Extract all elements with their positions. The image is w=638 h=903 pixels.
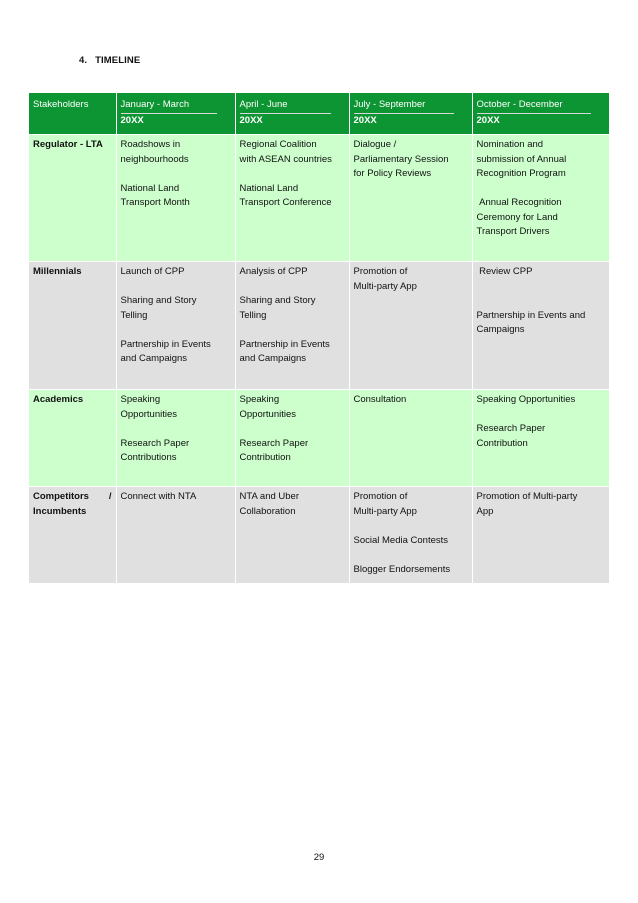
cell-line: Partnership in Events bbox=[239, 338, 330, 350]
cell-line: Transport Drivers bbox=[476, 226, 550, 237]
cell-line: Dialogue / bbox=[353, 139, 397, 150]
timeline-cell bbox=[472, 135, 609, 262]
cell-line: with ASEAN countries bbox=[239, 153, 332, 165]
cell-line: Social Media Contests bbox=[353, 534, 449, 546]
cell-line: Opportunities bbox=[120, 408, 178, 420]
cell-line: for Policy Reviews bbox=[353, 168, 432, 179]
cell-line: Collaboration bbox=[239, 505, 296, 517]
timeline-cell bbox=[235, 487, 349, 584]
cell-line: Speaking Opportunities bbox=[476, 394, 576, 405]
cell-line: Connect with NTA bbox=[120, 491, 197, 502]
cell-line: Contribution bbox=[239, 452, 291, 463]
line-gap bbox=[240, 167, 345, 182]
cell-line: National Land bbox=[120, 182, 180, 194]
page-number: 29 bbox=[313, 852, 325, 863]
cell-line: Opportunities bbox=[239, 408, 297, 420]
timeline-cell bbox=[235, 135, 349, 262]
line-gap bbox=[240, 280, 345, 295]
line-gap bbox=[121, 280, 231, 295]
line-gap bbox=[477, 182, 606, 197]
cell-line: Research Paper bbox=[239, 437, 309, 449]
cell-line: Multi-party App bbox=[353, 505, 417, 517]
line-gap bbox=[121, 422, 231, 437]
section-heading bbox=[79, 55, 140, 66]
cell-line: submission of Annual bbox=[476, 153, 567, 165]
header-stakeholders: Stakeholders bbox=[29, 93, 116, 135]
table-row-regulator bbox=[29, 135, 609, 262]
cell-line: Consultation bbox=[353, 394, 407, 405]
timeline-cell bbox=[349, 135, 472, 262]
stakeholder-cell: Competitors / Incumbents bbox=[29, 487, 116, 584]
cell-line: Contributions bbox=[120, 452, 177, 463]
cell-line: Promotion of Multi-party bbox=[476, 491, 578, 502]
line-gap bbox=[121, 323, 231, 338]
timeline-cell bbox=[349, 487, 472, 584]
cell-line: Review CPP bbox=[476, 266, 533, 277]
cell-line: NTA and Uber bbox=[239, 491, 299, 502]
cell-line: Annual Recognition bbox=[476, 197, 562, 208]
cell-line: Research Paper bbox=[476, 423, 546, 434]
line-gap bbox=[240, 323, 345, 338]
stakeholder-cell: Academics bbox=[29, 390, 116, 487]
cell-line: Ceremony for Land bbox=[476, 211, 558, 223]
cell-line: Sharing and Story bbox=[120, 295, 197, 306]
cell-line: Nomination and bbox=[476, 139, 544, 150]
cell-line: Sharing and Story bbox=[239, 295, 316, 306]
cell-line: Promotion of bbox=[353, 491, 408, 502]
cell-line: Contribution bbox=[476, 437, 528, 449]
stakeholder-cell: Millennials bbox=[29, 262, 116, 390]
line-gap bbox=[354, 548, 468, 563]
line-gap bbox=[240, 422, 345, 437]
cell-line: Parliamentary Session bbox=[353, 153, 449, 165]
line-gap bbox=[477, 294, 606, 309]
timeline-cell bbox=[116, 135, 235, 262]
cell-line: Speaking bbox=[239, 394, 280, 405]
timeline-cell bbox=[349, 390, 472, 487]
cell-line: Multi-party App bbox=[353, 280, 417, 292]
cell-line: and Campaigns bbox=[120, 353, 188, 364]
section-number: 4. bbox=[79, 55, 88, 66]
table-row-academics bbox=[29, 390, 609, 487]
cell-line: Recognition Program bbox=[476, 168, 566, 179]
cell-line: Partnership in Events and bbox=[476, 309, 586, 321]
cell-line: Campaigns bbox=[476, 324, 525, 335]
table-row-competitors bbox=[29, 487, 609, 584]
table-header-row bbox=[29, 93, 609, 135]
timeline-cell bbox=[235, 390, 349, 487]
cell-line: National Land bbox=[239, 182, 299, 194]
cell-line: Partnership in Events bbox=[120, 338, 211, 350]
section-title: TIMELINE bbox=[95, 55, 141, 66]
cell-line: Telling bbox=[239, 309, 267, 321]
timeline-cell bbox=[349, 262, 472, 390]
line-gap bbox=[121, 167, 231, 182]
cell-line: neighbourhoods bbox=[120, 153, 189, 165]
line-gap bbox=[477, 408, 606, 423]
cell-line: Transport Conference bbox=[239, 197, 332, 208]
cell-line: Telling bbox=[120, 309, 148, 321]
cell-line: Regional Coalition bbox=[239, 139, 317, 150]
cell-line: Promotion of bbox=[353, 266, 408, 277]
cell-line: Blogger Endorsements bbox=[353, 563, 451, 575]
cell-line: Roadshows in bbox=[120, 139, 181, 150]
timeline-cell bbox=[472, 390, 609, 487]
timeline-cell bbox=[116, 487, 235, 584]
header-q4: October - December 20XX bbox=[472, 93, 609, 135]
line-gap bbox=[354, 519, 468, 534]
timeline-cell bbox=[235, 262, 349, 390]
timeline-cell bbox=[116, 390, 235, 487]
stakeholder-cell: Regulator - LTA bbox=[29, 135, 116, 262]
timeline-cell bbox=[472, 262, 609, 390]
cell-line: and Campaigns bbox=[239, 353, 307, 364]
line-gap bbox=[477, 280, 606, 295]
cell-line: Research Paper bbox=[120, 437, 190, 449]
header-q2: April - June 20XX bbox=[235, 93, 349, 135]
table-row-millennials bbox=[29, 262, 609, 390]
header-q3: July - September 20XX bbox=[349, 93, 472, 135]
cell-line: Analysis of CPP bbox=[239, 266, 308, 277]
timeline-cell bbox=[472, 487, 609, 584]
timeline-cell bbox=[116, 262, 235, 390]
cell-line: Transport Month bbox=[120, 197, 190, 208]
cell-line: Speaking bbox=[120, 394, 161, 405]
header-q1: January - March 20XX bbox=[116, 93, 235, 135]
cell-line: App bbox=[476, 505, 494, 517]
cell-line: Launch of CPP bbox=[120, 266, 185, 277]
timeline-table bbox=[29, 93, 609, 583]
